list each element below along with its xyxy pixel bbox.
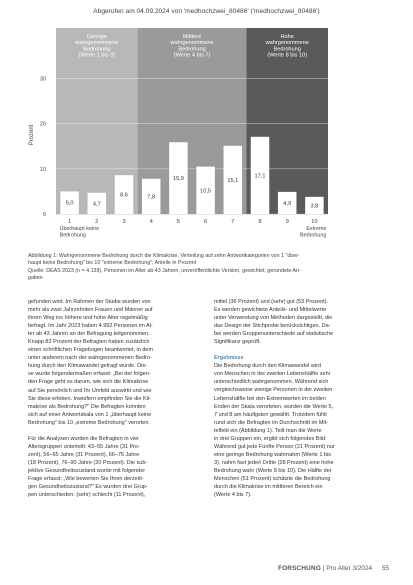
text-line: Lebenshälfte bei den Extremwerten im beiden: [214, 395, 326, 402]
text-line: makrise als Bedrohung?" Die Befragten konnten: [28, 403, 146, 410]
text-line: eine geringe Bedrohung wahrnahm (Werte 1 bis: [214, 451, 331, 458]
text-line: (Werte 4 bis 7).: [214, 492, 252, 499]
y-tick-label: 10: [39, 166, 46, 173]
bar-chart: [26, 28, 384, 246]
bar-value-label: 17,1: [254, 173, 266, 180]
text-line: Frage erfasst: „Wie bewerten Sie Ihren derzeiti-: [28, 475, 144, 482]
group-label: Mittlere: [182, 34, 202, 40]
group-label: wahrgenommene: [170, 40, 214, 47]
text-line: das Design der Stichprobe berücksichtigen. Da-: [214, 323, 331, 330]
text-line: den Frage geht es darum, wie sich die Klimakrise: [28, 379, 149, 386]
bar-value-label: 4,7: [92, 201, 101, 208]
caption-line: haupt keine Bedrohung" bis 10 "extreme Bedrohung", Anteile in Prozent: [28, 260, 197, 267]
x-tick-label: 10: [311, 219, 318, 225]
text-line: einen schriftlichen Fragebogen beantwortet, in dem: [28, 347, 154, 354]
x-tick-label: 8: [258, 219, 262, 225]
bar-value-label: 15,1: [227, 177, 239, 184]
text-line: Signifikanz geprüft.: [214, 339, 261, 346]
bar-value-label: 7,8: [147, 194, 156, 201]
x-end-label-right: Bedrohung: [300, 232, 327, 239]
x-end-label-left: Bedrohung: [59, 232, 86, 239]
paragraph-gap: [28, 427, 201, 435]
text-line: mehr als zwei Jahrzehnten Frauen und Männer auf: [28, 307, 153, 314]
footer-publication: Pro Alter 3/2024: [326, 565, 373, 572]
x-tick-label: 9: [285, 219, 289, 225]
page-footer: [278, 565, 389, 572]
text-line: befragt. Im Jahr 2023 haben 4.992 Personen im Al-: [28, 323, 153, 330]
page-number: 55: [381, 565, 389, 572]
y-tick-label: 0: [42, 212, 46, 218]
text-line: Altersgruppen unterteilt: 43–55 Jahre (31 Pro-: [28, 443, 140, 450]
text-line: 7 und 8 am häufigsten gewählt. Trotzdem fühlt: [214, 411, 327, 418]
text-line: telfeld ein (Abbildung 1). Teilt man die Werte: [214, 427, 322, 434]
x-tick-label: 3: [122, 219, 126, 225]
text-line: Sie diese erleben. Inwiefern empfinden Sie die Kli-: [28, 395, 151, 402]
text-line: unterschiedlich wahrgenommen. Während sich: [214, 379, 329, 386]
bar-value-label: 4,9: [283, 200, 292, 207]
text-line: hung durch den Klimawandel gefragt wurde. Die-: [28, 363, 148, 370]
text-line: gefunden wird. Im Rahmen der Studie wurden von: [28, 299, 151, 305]
text-line: Die Bedrohung durch den Klimawandel wird: [214, 363, 322, 370]
group-label: Hohe: [280, 34, 294, 40]
group-label: (Werte 1 bis 3): [78, 52, 116, 59]
text-line: von Menschen in der zweiten Lebenshälfte sehr: [214, 371, 331, 378]
text-line: Menschen (51 Prozent) schätzte die Bedrohung: [214, 475, 331, 482]
text-line: ter ab 43 Jahren an der Befragung teilgenommen.: [28, 331, 150, 338]
text-line: vergleichsweise wenige Personen in der zweiten: [214, 387, 333, 394]
bar-value-label: 8,6: [120, 192, 128, 199]
left-text-column: [28, 298, 201, 499]
y-tick-label: 30: [39, 76, 46, 83]
right-text-column: [214, 298, 387, 499]
text-line: ihrem Weg ins höhere und hohe Alter regelmäßig: [28, 315, 148, 322]
text-line: pen unterschieden: (sehr) schlecht (11 Prozent),: [28, 492, 146, 499]
text-line: jektive Gesundheitszustand wurde mit folgender: [28, 467, 146, 474]
paragraph-gap: [214, 346, 387, 354]
group-label: wahrgenommene: [75, 40, 119, 47]
bar-value-label: 3,8: [310, 203, 319, 210]
text-line: zent), 56–65 Jahre (31 Prozent), 66–75 Jahre: [28, 451, 140, 458]
group-label: Geringe: [86, 34, 107, 40]
x-tick-label: 1: [67, 219, 72, 225]
text-line: 3), nahm fast jede/r Dritte (28 Prozent) eine hohe: [214, 459, 334, 466]
text-line: mittel (36 Prozent) und (sehr) gut (53 Prozent).: [214, 299, 329, 305]
text-line: durch die Klimakrise im mittleren Bereich ein: [214, 484, 323, 491]
y-tick-label: 20: [39, 121, 46, 128]
text-line: in drei Gruppen ein, ergibt sich folgendes Bild:: [214, 435, 327, 442]
x-end-label-left: Überhaupt keine: [59, 226, 100, 232]
x-tick-label: 7: [231, 219, 235, 225]
text-line: rund sich die Befragten im Durchschnitt im Mit-: [214, 419, 329, 426]
text-line: Es werden gewichtete Anteils- und Mittelwerte: [214, 307, 327, 314]
download-header: Abgerufen am 04.09.2024 von 'medhochzwei_80486' ('medhochzwei_80486'): [93, 8, 320, 15]
text-line: se wurde folgendermaßen erfasst: „Bei der folgen-: [28, 371, 151, 378]
group-label: Bedrohung: [273, 46, 301, 53]
figure-caption: [28, 253, 386, 283]
section-subheading: Ergebnisse: [214, 355, 244, 362]
text-line: unter Verwendung von Methoden dargestellt, die: [214, 315, 333, 322]
x-tick-label: 6: [203, 219, 208, 225]
caption-line: Abbildung 1: Wahrgenommene Bedrohung durch die Klimakrise, Verteilung auf zehn Antwortkategorien von 1 "über-: [28, 253, 300, 259]
text-line: sich auf einer Antwortskala von 1 „überhaupt keine: [28, 411, 152, 418]
text-line: (18 Prozent), 76–90 Jahre (20 Prozent). Die sub-: [28, 459, 148, 466]
group-label: Bedrohung: [83, 46, 111, 53]
x-tick-label: 2: [95, 219, 99, 225]
text-line: Knapp 83 Prozent der Befragten haben zusätzlich: [28, 339, 150, 346]
text-line: gen Gesundheitszustand?" Es wurden drei Grup-: [28, 484, 148, 491]
text-line: Während gut jede Fünfte Person (21 Prozent) nur: [214, 443, 335, 450]
text-line: auf Sie persönlich und Ihr Umfeld auswirkt und wie: [28, 387, 152, 394]
x-tick-label: 4: [149, 219, 153, 225]
group-label: wahrgenommene: [265, 40, 309, 47]
text-line: Enden der Skala verorteten, wurden die Werte 5,: [214, 403, 334, 410]
bar-value-label: 5,0: [65, 200, 74, 207]
footer-section: FORSCHUNG: [278, 565, 321, 572]
footer-separator: |: [322, 565, 325, 572]
text-line: unter anderem nach der wahrgenommenen Bedro-: [28, 355, 152, 362]
y-axis-title: Prozent: [29, 124, 35, 146]
text-line: Bedrohung wahr (Werte 8 bis 10). Die Hälfte der: [214, 467, 332, 474]
x-end-label-right: Extreme: [306, 226, 327, 232]
bar-value-label: 10,5: [200, 188, 212, 195]
caption-line: Quelle: DEAS 2023 (n = 4.139), Personen im Alter ab 43 Jahren, unveröffentlichte Version, gewichtet, gerundete An-: [28, 267, 301, 274]
x-tick-label: 5: [176, 219, 181, 225]
group-label: Bedrohung: [178, 46, 206, 53]
text-line: Für die Analysen wurden die Befragten in vier: [28, 435, 139, 442]
text-line: Bedrohung" bis 10 „extreme Bedrohung" verorten.: [28, 419, 150, 426]
text-line: bei werden Gruppenunterschiede auf statistische: [214, 331, 334, 338]
caption-line: gaben: [28, 275, 43, 282]
group-label: (Werte 8 bis 10): [267, 52, 308, 59]
bar-value-label: 15,9: [172, 176, 184, 183]
group-label: (Werte 4 bis 7): [173, 52, 211, 59]
